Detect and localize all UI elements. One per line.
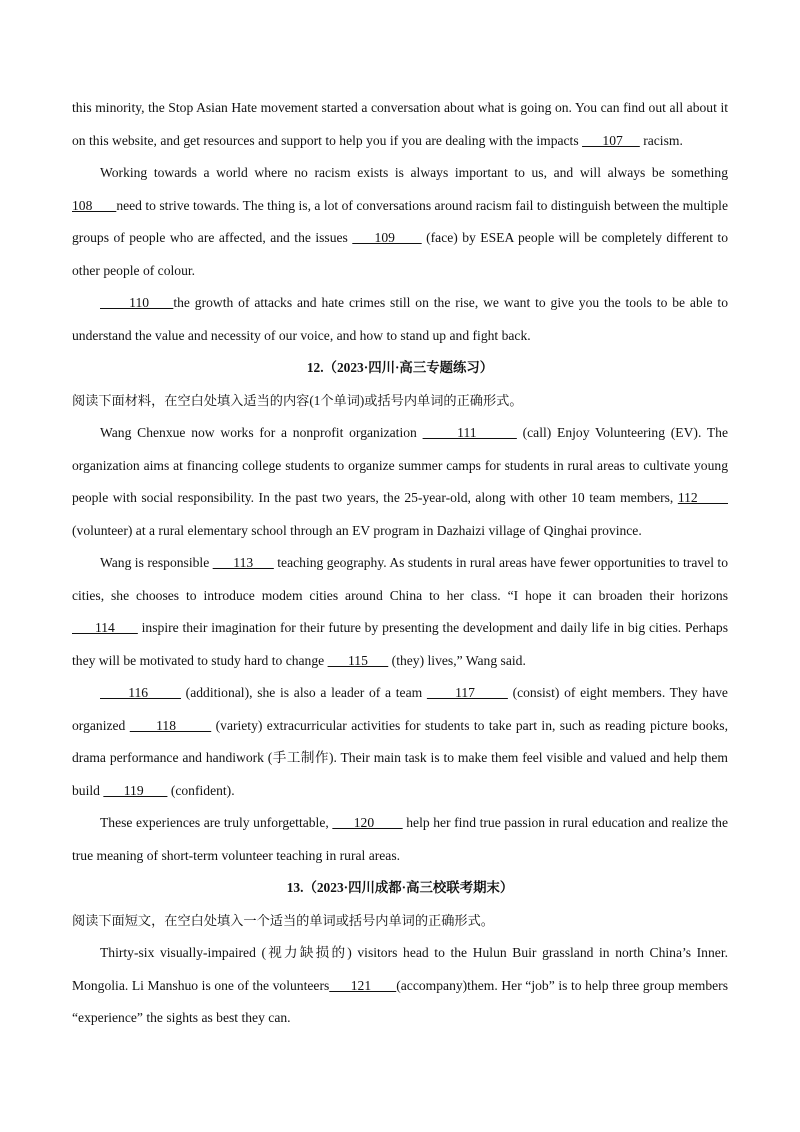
blank-107[interactable]: 107 [582, 132, 640, 148]
blank-112[interactable]: 112 [677, 490, 728, 505]
text-run: (additional), she is also a leader of a team [180, 685, 427, 700]
blank-115[interactable]: 115 [327, 652, 389, 668]
blank-114[interactable]: 114 [72, 620, 138, 635]
text-run: Thirty-six visually-impaired (视力缺损的) visitors head to the Hulun Buir grassland in north China’s Inner. Mongolia. Li Manshuo is one of the volunteers [72, 945, 728, 993]
passage-11-paragraph-3 [72, 287, 728, 352]
text-run: (they) lives,” Wang said. [388, 652, 526, 668]
passage-12-paragraph-2 [72, 547, 728, 677]
text-run: the growth of attacks and hate crimes still on the rise, we want to give you the tools to be able to understand the value and necessity of our voice, and how to stand up and fight back. [72, 295, 728, 343]
blank-121[interactable]: 121 [329, 977, 397, 993]
text-run: (volunteer) at a rural elementary school through an EV program in Dazhaizi village of Qinghai province. [72, 522, 642, 538]
text-run: help her find true passion in rural education and realize the true meaning of short-term volunteer teaching in rural areas. [72, 815, 729, 863]
passage-11-paragraph-2 [72, 157, 728, 287]
blank-109[interactable]: 109 [352, 230, 422, 245]
question-13-instruction: 阅读下面短文，在空白处填入一个适当的单词或括号内单词的正确形式。 [72, 912, 494, 928]
text-run: Wang is responsible [100, 555, 213, 570]
passage-12-paragraph-1 [72, 417, 728, 547]
blank-113[interactable]: 113 [212, 555, 274, 570]
text-run: inspire their imagination for their future by presenting the development and daily life in big cities. Perhaps they will be motivated to study hard to change [72, 620, 728, 668]
document-page [72, 92, 728, 1035]
text-run: teaching geography. As students in rural areas have fewer opportunities to travel to cities, she chooses to introduce modem cities around China to her class. “I hope it can broaden their horizons [72, 555, 728, 603]
blank-117[interactable]: 117 [426, 685, 508, 700]
blank-120[interactable]: 120 [332, 815, 403, 830]
passage-11-paragraph-1 [72, 92, 728, 157]
text-run: this minority, the Stop Asian Hate movement started a conversation about what is going on. You can find out all about it on this website, and get resources and support to help you if you are dealing with the impacts [72, 100, 728, 148]
text-run: racism. [639, 132, 683, 148]
text-run: (face) by ESEA people will be completely different to other people of colour. [72, 230, 728, 278]
passage-13-paragraph-1 [72, 937, 728, 1035]
text-run: (accompany)them. Her “job” is to help three group members “experience” the sights as best they can. [72, 977, 728, 1025]
text-run: (confident). [167, 782, 235, 798]
blank-111[interactable]: 111 [422, 425, 517, 440]
question-12-heading: 12.（2023·四川·高三专题练习） [306, 360, 494, 375]
text-run: (consist) of eight members. They have organized [72, 685, 728, 733]
blank-119[interactable]: 119 [103, 782, 168, 798]
blank-118[interactable]: 118 [129, 717, 212, 733]
text-run: need to strive towards. The thing is, a lot of conversations around racism fail to distinguish between the multiple groups of people who are affected, and the issues [72, 197, 728, 245]
blank-116[interactable]: 116 [100, 685, 181, 700]
text-run: These experiences are truly unforgettable, [100, 815, 333, 830]
passage-12-paragraph-4 [72, 807, 728, 872]
text-run: Wang Chenxue now works for a nonprofit organization [100, 425, 423, 440]
question-12-instruction: 阅读下面材料，在空白处填入适当的内容(1个单词)或括号内单词的正确形式。 [72, 392, 523, 408]
passage-12-paragraph-3 [72, 677, 728, 807]
blank-110[interactable]: 110 [100, 295, 174, 310]
blank-108[interactable]: 108 [72, 197, 117, 213]
text-run: (call) Enjoy Volunteering (EV). The organization aims at financing college students to organize summer camps for students in rural areas to cultivate young people with social responsibility. In the past two years, the 25-year-old, along with other 10 team members, [72, 425, 728, 505]
text-run: Working towards a world where no racism exists is always important to us, and will always be something [100, 165, 728, 180]
question-13-heading: 13.（2023·四川成都·高三校联考期末） [286, 880, 514, 895]
text-run: (variety) extracurricular activities for students to take part in, such as reading picture books, drama performance and handiwork (手工制作). Their main task is to make them feel visible and valued and help them build [72, 717, 729, 798]
